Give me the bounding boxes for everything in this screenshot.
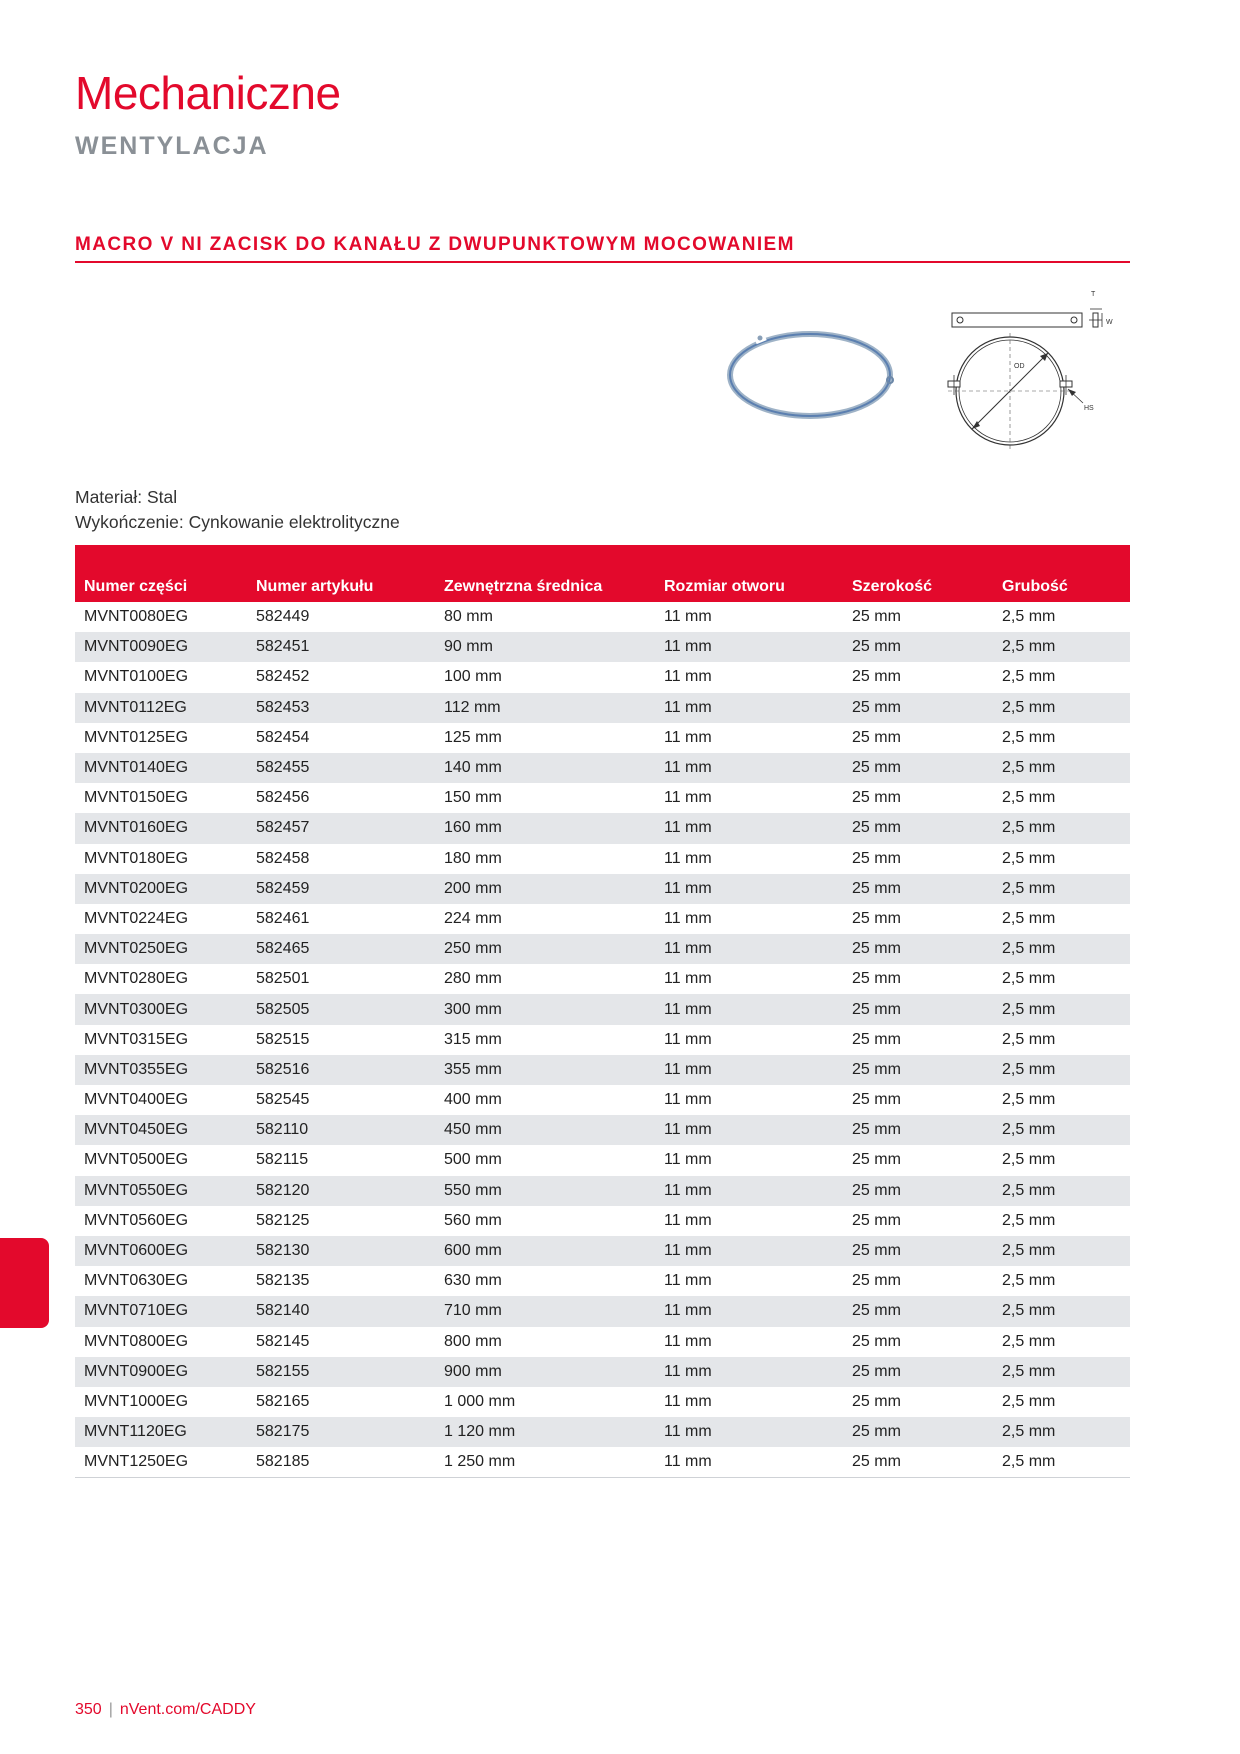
header-thickness: Grubość (1002, 578, 1068, 595)
cell-thickness: 2,5 mm (1002, 668, 1056, 686)
footer (75, 1701, 256, 1719)
cell-width: 25 mm (852, 698, 901, 716)
cell-thickness: 2,5 mm (1002, 1211, 1056, 1229)
cell-article-number: 582110 (256, 1121, 309, 1139)
table-row (75, 662, 1130, 692)
cell-width: 25 mm (852, 1121, 901, 1139)
cell-thickness: 2,5 mm (1002, 608, 1056, 626)
cell-article-number: 582456 (256, 789, 310, 807)
cell-width: 25 mm (852, 879, 901, 897)
table-row (75, 874, 1130, 904)
strap-hole-right (1071, 317, 1077, 323)
cell-hole-size: 11 mm (664, 608, 712, 626)
cell-width: 25 mm (852, 1151, 901, 1169)
cell-hole-size: 11 mm (664, 638, 712, 656)
cell-part-number: MVNT1120EG (84, 1423, 187, 1441)
cell-outer-diameter: 630 mm (444, 1272, 502, 1290)
header-hole-size: Rozmiar otworu (664, 578, 785, 595)
cell-width: 25 mm (852, 1362, 901, 1380)
cell-article-number: 582140 (256, 1302, 310, 1320)
table-row (75, 753, 1130, 783)
cell-width: 25 mm (852, 819, 901, 837)
table-row (75, 844, 1130, 874)
cell-thickness: 2,5 mm (1002, 970, 1056, 988)
cell-article-number: 582459 (256, 879, 310, 897)
cell-hole-size: 11 mm (664, 1151, 712, 1169)
cell-part-number: MVNT1250EG (75, 1447, 247, 1478)
cell-hole-size: 11 mm (664, 819, 712, 837)
cell-hole-size: 11 mm (664, 1362, 712, 1380)
cell-part-number: MVNT0630EG (84, 1272, 189, 1290)
table-row (75, 1236, 1130, 1266)
cell-thickness: 2,5 mm (1002, 1302, 1056, 1320)
cell-width: 25 mm (852, 1030, 901, 1048)
cell-outer-diameter: 160 mm (444, 819, 502, 837)
product-table (75, 545, 1130, 1478)
footer-url: nVent.com/CADDY (119, 1701, 256, 1718)
strap-hole-left (957, 317, 963, 323)
cell-part-number: MVNT0150EG (84, 789, 189, 807)
cell-width: 25 mm (852, 668, 901, 686)
cell-thickness: 2,5 mm (1002, 1423, 1056, 1441)
cell-outer-diameter: 300 mm (444, 1000, 502, 1018)
cell-article-number: 582125 (256, 1211, 310, 1229)
header-width: Szerokość (852, 578, 933, 595)
cell-article-number: 582461 (256, 909, 310, 927)
footer-separator: | (108, 1701, 113, 1718)
table-body (75, 602, 1130, 1478)
cell-width: 25 mm (852, 970, 901, 988)
ring-lug-left (758, 336, 763, 341)
cell-outer-diameter: 550 mm (444, 1181, 502, 1199)
cell-article-number: 582455 (256, 759, 310, 777)
cell-article-number: 582452 (256, 668, 310, 686)
table-row (75, 1206, 1130, 1236)
cell-part-number: MVNT0300EG (84, 1000, 189, 1018)
cell-outer-diameter: 200 mm (444, 879, 502, 897)
table-row (75, 1357, 1130, 1387)
cell-hole-size: 11 mm (664, 1030, 712, 1048)
cell-part-number: MVNT0280EG (84, 970, 189, 988)
cell-thickness: 2,5 mm (1002, 849, 1056, 867)
cell-article-number: 582515 (256, 1030, 310, 1048)
cell-thickness: 2,5 mm (1002, 1121, 1056, 1139)
cell-thickness: 2,5 mm (1002, 1151, 1056, 1169)
cell-article-number: 582175 (256, 1423, 310, 1441)
cell-outer-diameter: 140 mm (444, 759, 502, 777)
cell-outer-diameter: 900 mm (444, 1362, 502, 1380)
cell-width: 25 mm (852, 849, 901, 867)
cell-article-number: 582135 (256, 1272, 310, 1290)
cell-part-number: MVNT0140EG (84, 759, 189, 777)
page-number: 350 (75, 1701, 102, 1718)
cell-thickness: 2,5 mm (1002, 1332, 1056, 1350)
technical-drawing (940, 285, 1130, 455)
cell-part-number: MVNT0710EG (84, 1302, 189, 1320)
table-row (75, 934, 1130, 964)
cell-width: 25 mm (852, 909, 901, 927)
cell-thickness: 2,5 mm (1002, 1181, 1056, 1199)
cell-article-number: 582453 (256, 698, 310, 716)
cell-width: 25 mm (852, 1211, 901, 1229)
cell-article-number: 582501 (256, 970, 310, 988)
cell-part-number: MVNT0100EG (84, 668, 189, 686)
cell-part-number: MVNT0315EG (84, 1030, 189, 1048)
cell-thickness: 2,5 mm (1002, 728, 1056, 746)
table-row (75, 602, 1130, 632)
cell-outer-diameter: 1 000 mm (444, 1392, 516, 1410)
cell-outer-diameter: 560 mm (444, 1211, 502, 1229)
finish-spec: Wykończenie: Cynkowanie elektrolityczne (75, 512, 400, 532)
table-row (75, 1055, 1130, 1085)
cell-width: 25 mm (852, 789, 901, 807)
cell-hole-size: 11 mm (655, 1447, 843, 1478)
cell-article-number: 582454 (256, 728, 310, 746)
cell-outer-diameter: 500 mm (444, 1151, 502, 1169)
cell-outer-diameter: 150 mm (444, 789, 502, 807)
cell-article-number: 582545 (256, 1091, 310, 1109)
page-subtitle: WENTYLACJA (75, 132, 269, 160)
section-divider (75, 261, 1130, 263)
strap-outline (952, 313, 1082, 327)
cell-outer-diameter: 224 mm (444, 909, 502, 927)
table-row (75, 723, 1130, 753)
table-row (75, 1025, 1130, 1055)
cell-thickness: 2,5 mm (1002, 789, 1056, 807)
cell-width: 25 mm (852, 1000, 901, 1018)
cell-thickness: 2,5 mm (1002, 1030, 1056, 1048)
material-spec: Materiał: Stal (75, 487, 178, 507)
cell-outer-diameter: 250 mm (444, 940, 502, 958)
cell-thickness: 2,5 mm (1002, 638, 1056, 656)
cell-outer-diameter: 280 mm (444, 970, 502, 988)
ring-band-edge (730, 334, 890, 416)
table-row (75, 1447, 1130, 1478)
cell-thickness: 2,5 mm (1002, 1060, 1056, 1078)
cell-outer-diameter: 600 mm (444, 1242, 502, 1260)
cell-width: 25 mm (852, 1242, 901, 1260)
table-row (75, 693, 1130, 723)
cell-outer-diameter: 125 mm (444, 728, 502, 746)
cell-outer-diameter: 710 mm (444, 1302, 502, 1320)
cell-article-number: 582451 (256, 638, 310, 656)
cell-article-number: 582120 (256, 1181, 310, 1199)
cell-thickness: 2,5 mm (1002, 759, 1056, 777)
cell-hole-size: 11 mm (664, 1000, 712, 1018)
cell-width: 25 mm (852, 638, 901, 656)
cell-hole-size: 11 mm (664, 789, 712, 807)
cell-part-number: MVNT0600EG (84, 1242, 189, 1260)
cell-width: 25 mm (852, 1302, 901, 1320)
cell-hole-size: 11 mm (664, 1181, 712, 1199)
table-row (75, 1176, 1130, 1206)
table-row (75, 964, 1130, 994)
cell-outer-diameter: 800 mm (444, 1332, 502, 1350)
table-row (75, 1296, 1130, 1326)
cell-outer-diameter: 355 mm (444, 1060, 502, 1078)
cell-hole-size: 11 mm (664, 909, 712, 927)
cell-part-number: MVNT1000EG (84, 1392, 189, 1410)
cell-article-number: 582115 (256, 1151, 309, 1169)
cell-outer-diameter: 315 mm (444, 1030, 502, 1048)
table-row (75, 783, 1130, 813)
cell-hole-size: 11 mm (664, 940, 712, 958)
cell-thickness: 2,5 mm (1002, 879, 1056, 897)
cell-outer-diameter: 112 mm (444, 698, 501, 716)
cell-width: 25 mm (852, 1332, 901, 1350)
cell-hole-size: 11 mm (664, 970, 712, 988)
cell-width: 25 mm (852, 1060, 901, 1078)
table-row (75, 813, 1130, 843)
cell-article-number: 582458 (256, 849, 310, 867)
cell-part-number: MVNT0125EG (84, 728, 189, 746)
table-row (75, 994, 1130, 1024)
cell-outer-diameter: 80 mm (444, 608, 493, 626)
cell-width: 25 mm (843, 1447, 993, 1478)
header-article-number: Numer artykułu (256, 578, 374, 595)
section-title: MACRO V NI ZACISK DO KANAŁU Z DWUPUNKTOWYM MOCOWANIEM (75, 234, 795, 255)
table-row (75, 1387, 1130, 1417)
cell-width: 25 mm (852, 759, 901, 777)
table-row (75, 1115, 1130, 1145)
cell-width: 25 mm (852, 1272, 901, 1290)
cell-hole-size: 11 mm (664, 759, 712, 777)
cell-hole-size: 11 mm (664, 1211, 712, 1229)
cell-thickness: 2,5 mm (1002, 940, 1056, 958)
cell-article-number: 582155 (256, 1362, 310, 1380)
cell-thickness: 2,5 mm (1002, 698, 1056, 716)
page-title: Mechaniczne (75, 67, 341, 119)
cell-thickness: 2,5 mm (1002, 909, 1056, 927)
cell-hole-size: 11 mm (664, 1242, 712, 1260)
cell-part-number: MVNT0800EG (84, 1332, 189, 1350)
cell-outer-diameter: 90 mm (444, 638, 493, 656)
cell-outer-diameter: 100 mm (444, 668, 502, 686)
cell-part-number: MVNT0224EG (84, 909, 189, 927)
cell-article-number: 582465 (256, 940, 310, 958)
cell-hole-size: 11 mm (664, 1091, 712, 1109)
cell-hole-size: 11 mm (664, 1332, 712, 1350)
cell-article-number: 582449 (256, 608, 310, 626)
cell-thickness: 2,5 mm (993, 1447, 1130, 1478)
cell-thickness: 2,5 mm (1002, 1272, 1056, 1290)
cell-part-number: MVNT0355EG (84, 1060, 189, 1078)
cell-thickness: 2,5 mm (1002, 1362, 1056, 1380)
cell-article-number: 582165 (256, 1392, 310, 1410)
table-row (75, 632, 1130, 662)
cell-thickness: 2,5 mm (1002, 819, 1056, 837)
cell-width: 25 mm (852, 608, 901, 626)
table-row (75, 1266, 1130, 1296)
table-row (75, 1085, 1130, 1115)
cell-outer-diameter: 1 120 mm (444, 1423, 516, 1441)
header-outer-diameter: Zewnętrzna średnica (444, 578, 603, 595)
cell-part-number: MVNT0160EG (84, 819, 189, 837)
cell-part-number: MVNT0550EG (84, 1181, 189, 1199)
cell-hole-size: 11 mm (664, 728, 712, 746)
cell-part-number: MVNT0080EG (84, 608, 189, 626)
cell-article-number: 582130 (256, 1242, 310, 1260)
side-section-tab (0, 1238, 49, 1328)
cell-part-number: MVNT0180EG (84, 849, 189, 867)
cell-article-number: 582505 (256, 1000, 310, 1018)
table-row (75, 1327, 1130, 1357)
table-row (75, 1145, 1130, 1175)
cell-part-number: MVNT0400EG (84, 1091, 189, 1109)
cell-width: 25 mm (852, 1423, 901, 1441)
table-row (75, 1417, 1130, 1447)
cell-hole-size: 11 mm (664, 1392, 712, 1410)
cell-article-number: 582457 (256, 819, 310, 837)
cell-hole-size: 11 mm (664, 849, 712, 867)
cell-hole-size: 11 mm (664, 1272, 712, 1290)
cell-part-number: MVNT0900EG (84, 1362, 189, 1380)
cell-part-number: MVNT0112EG (84, 698, 187, 716)
cell-thickness: 2,5 mm (1002, 1392, 1056, 1410)
cell-hole-size: 11 mm (664, 879, 712, 897)
cell-hole-size: 11 mm (664, 1302, 712, 1320)
cell-part-number: MVNT0090EG (84, 638, 189, 656)
cell-article-number: 582185 (247, 1447, 435, 1478)
product-photo (725, 325, 905, 430)
label-t: T (1091, 291, 1096, 298)
label-od: OD (1014, 363, 1025, 370)
cell-hole-size: 11 mm (664, 1060, 712, 1078)
cell-hole-size: 11 mm (664, 698, 712, 716)
cell-part-number: MVNT0500EG (84, 1151, 189, 1169)
cell-part-number: MVNT0560EG (84, 1211, 189, 1229)
cell-outer-diameter: 400 mm (444, 1091, 502, 1109)
cell-width: 25 mm (852, 728, 901, 746)
cell-article-number: 582516 (256, 1060, 310, 1078)
cell-hole-size: 11 mm (664, 1121, 712, 1139)
cell-outer-diameter: 450 mm (444, 1121, 502, 1139)
label-w: W (1106, 319, 1113, 326)
cell-width: 25 mm (852, 1181, 901, 1199)
cell-article-number: 582145 (256, 1332, 310, 1350)
table-row (75, 904, 1130, 934)
cell-thickness: 2,5 mm (1002, 1000, 1056, 1018)
cell-width: 25 mm (852, 1392, 901, 1410)
cell-part-number: MVNT0200EG (84, 879, 189, 897)
header-part-number: Numer części (84, 578, 188, 595)
cell-hole-size: 11 mm (664, 1423, 712, 1441)
cell-width: 25 mm (852, 940, 901, 958)
cell-outer-diameter: 180 mm (444, 849, 502, 867)
cell-part-number: MVNT0450EG (84, 1121, 189, 1139)
cell-outer-diameter: 1 250 mm (435, 1447, 655, 1478)
cell-hole-size: 11 mm (664, 668, 712, 686)
label-hs: HS (1084, 405, 1094, 412)
cell-part-number: MVNT0250EG (84, 940, 189, 958)
cell-thickness: 2,5 mm (1002, 1091, 1056, 1109)
cell-thickness: 2,5 mm (1002, 1242, 1056, 1260)
cell-width: 25 mm (852, 1091, 901, 1109)
table-header-row (75, 545, 1130, 602)
